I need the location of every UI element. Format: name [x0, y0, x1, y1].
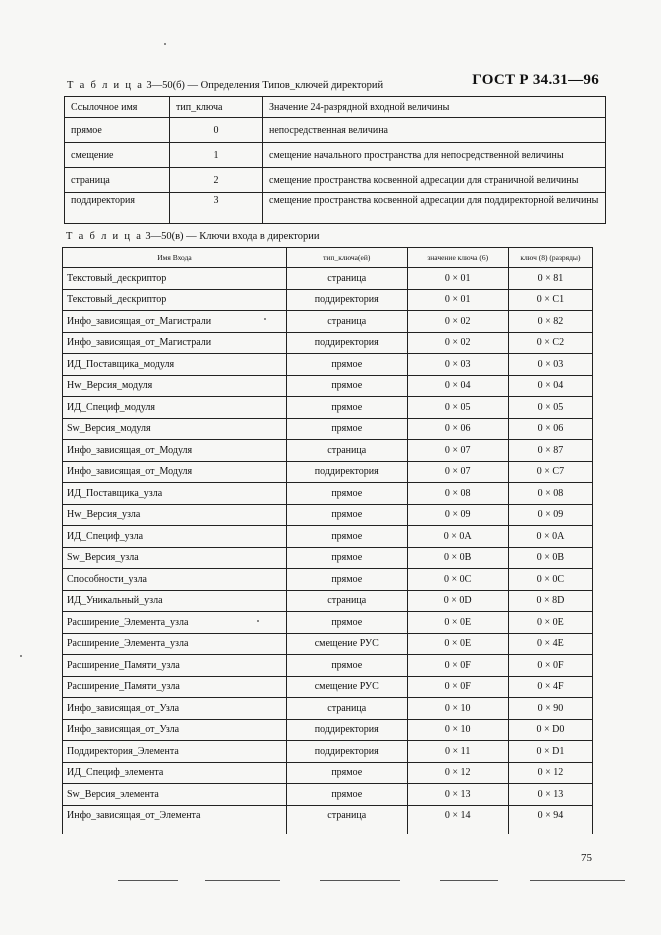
table-v-cell-key-bits: 0 × 0F [508, 655, 592, 677]
table-v-cell-key-bits: 0 × 81 [508, 268, 592, 290]
table-v-cell-key-type: прямое [286, 483, 407, 505]
table-v-cell-key-value: 0 × 04 [407, 375, 508, 397]
table-v-cell-key-type: прямое [286, 655, 407, 677]
scan-line [205, 880, 280, 881]
table-row [63, 375, 593, 397]
table-v-cell-key-type: поддиректория [286, 719, 407, 741]
table-v-cell-key-type: страница [286, 440, 407, 462]
table-v-cell-key-bits: 0 × D1 [508, 741, 592, 763]
scan-speck [164, 43, 166, 45]
table-b-header-row [65, 97, 606, 118]
table-row [63, 289, 593, 311]
table-v-cell-entry-name: Инфо_зависящая_от_Узла [63, 719, 287, 741]
table-v-cell-key-value: 0 × 11 [407, 741, 508, 763]
table-v-cell-entry-name: Sw_Версия_элемента [63, 784, 287, 806]
table-v-cell-key-type: страница [286, 698, 407, 720]
table-v-cell-entry-name: ИД_Уникальный_узла [63, 590, 287, 612]
table-row [65, 143, 606, 168]
table-v-cell-key-bits: 0 × C1 [508, 289, 592, 311]
table-v-caption [66, 231, 320, 242]
table-v-cell-key-bits: 0 × 13 [508, 784, 592, 806]
table-v-cell-key-bits: 0 × 0E [508, 612, 592, 634]
table-v-cell-key-bits: 0 × 4E [508, 633, 592, 655]
table-v-cell-entry-name: Инфо_зависящая_от_Модуля [63, 461, 287, 483]
table-v-cell-key-type: прямое [286, 612, 407, 634]
table-v-cell-key-type: поддиректория [286, 461, 407, 483]
table-b-cell-key-type: 1 [170, 143, 263, 168]
table-row [63, 397, 593, 419]
scan-speck [264, 318, 266, 320]
table-v-cell-key-bits: 0 × 12 [508, 762, 592, 784]
table-v-cell-key-type: прямое [286, 375, 407, 397]
table-v-cell-key-value: 0 × 01 [407, 268, 508, 290]
scan-line [530, 880, 625, 881]
table-v-cell-entry-name: Расширение_Памяти_узла [63, 655, 287, 677]
table-b-cell-value: смещение пространства косвенной адресации для страничной величины [263, 168, 606, 193]
table-b-caption [67, 80, 383, 91]
table-row [63, 354, 593, 376]
table-v-cell-key-value: 0 × 10 [407, 719, 508, 741]
table-v-cell-entry-name: Инфо_зависящая_от_Магистрали [63, 332, 287, 354]
table-v-cell-key-value: 0 × 0D [407, 590, 508, 612]
table-b-header-name: Ссылочное имя [65, 97, 170, 118]
table-v-cell-key-value: 0 × 0B [407, 547, 508, 569]
standard-code: ГОСТ Р 34.31—96 [472, 72, 599, 88]
table-v-cell-entry-name: ИД_Специф_узла [63, 526, 287, 548]
table-b-cell-name: прямое [65, 118, 170, 143]
table-v-cell-key-value: 0 × 0F [407, 676, 508, 698]
table-row [63, 762, 593, 784]
table-v-cell-key-type: страница [286, 311, 407, 333]
scan-line [440, 880, 498, 881]
table-row [63, 483, 593, 505]
table-v-cell-entry-name: ИД_Поставщика_модуля [63, 354, 287, 376]
table-v-header-key-types: тип_ключа(ей) [286, 248, 407, 268]
table-v-cell-key-value: 0 × 06 [407, 418, 508, 440]
table-b-caption-text: 3—50(б) — Определения Типов_ключей директорий [143, 80, 384, 91]
table-row [63, 332, 593, 354]
table-v-cell-key-bits: 0 × 0C [508, 569, 592, 591]
table-row [63, 569, 593, 591]
table-b-header-value: Значение 24-разрядной входной величины [263, 97, 606, 118]
table-v-cell-key-bits: 0 × 05 [508, 397, 592, 419]
table-v-cell-entry-name: ИД_Специф_модуля [63, 397, 287, 419]
table-v-cell-entry-name: Расширение_Элемента_узла [63, 633, 287, 655]
table-v-cell-entry-name: ИД_Специф_элемента [63, 762, 287, 784]
table-b-cell-key-type: 0 [170, 118, 263, 143]
table-row [63, 633, 593, 655]
table-v-cell-key-type: прямое [286, 418, 407, 440]
table-v-header-row [63, 248, 593, 268]
table-v-cell-key-value: 0 × 12 [407, 762, 508, 784]
table-row [63, 311, 593, 333]
table-row [65, 168, 606, 193]
table-b-cell-value: непосредственная величина [263, 118, 606, 143]
table-row [65, 118, 606, 143]
table-row [63, 612, 593, 634]
table-row [65, 193, 606, 224]
table-v-cell-key-type: прямое [286, 397, 407, 419]
table-b-cell-name: смещение [65, 143, 170, 168]
table-v-cell-key-bits: 0 × 0B [508, 547, 592, 569]
table-b-cell-key-type: 2 [170, 168, 263, 193]
table-v-cell-key-bits: 0 × C2 [508, 332, 592, 354]
table-v-cell-key-type: поддиректория [286, 332, 407, 354]
table-v-cell-key-value: 0 × 01 [407, 289, 508, 311]
table-v-cell-entry-name: Поддиректория_Элемента [63, 741, 287, 763]
table-v-cell-key-value: 0 × 0A [407, 526, 508, 548]
table-v-cell-key-type: прямое [286, 504, 407, 526]
table-b-cell-name: страница [65, 168, 170, 193]
table-v-cell-key-value: 0 × 02 [407, 332, 508, 354]
table-v-cell-key-bits: 0 × 4F [508, 676, 592, 698]
table-v-cell-key-type: прямое [286, 354, 407, 376]
table-v-cell-key-value: 0 × 0E [407, 633, 508, 655]
table-b-cell-name: поддиректория [65, 193, 170, 224]
table-v-cell-key-value: 0 × 07 [407, 440, 508, 462]
table-v-header-key-value: значение ключа (6) [407, 248, 508, 268]
table-row [63, 418, 593, 440]
scan-speck [20, 655, 22, 657]
table-v-cell-entry-name: Hw_Версия_модуля [63, 375, 287, 397]
directory-entry-keys-table [62, 247, 593, 834]
table-v-cell-entry-name: Инфо_зависящая_от_Узла [63, 698, 287, 720]
table-v-cell-key-value: 0 × 05 [407, 397, 508, 419]
table-row [63, 461, 593, 483]
table-v-cell-key-bits: 0 × 09 [508, 504, 592, 526]
table-row [63, 655, 593, 677]
table-v-header-entry-name: Имя Входа [63, 248, 287, 268]
table-v-cell-key-bits: 0 × 82 [508, 311, 592, 333]
table-v-caption-prefix: Т а б л и ц а [66, 231, 143, 242]
table-v-body [63, 268, 593, 834]
table-v-cell-entry-name: Текстовый_дескриптор [63, 268, 287, 290]
table-v-cell-key-type: поддиректория [286, 289, 407, 311]
table-v-cell-key-type: прямое [286, 569, 407, 591]
table-v-cell-key-bits: 0 × 08 [508, 483, 592, 505]
table-v-cell-key-value: 0 × 07 [407, 461, 508, 483]
scan-speck [257, 620, 259, 622]
table-v-cell-key-value: 0 × 13 [407, 784, 508, 806]
table-v-cell-key-type: прямое [286, 526, 407, 548]
table-v-cell-entry-name: ИД_Поставщика_узла [63, 483, 287, 505]
table-v-cell-key-value: 0 × 0E [407, 612, 508, 634]
table-row [63, 504, 593, 526]
table-row [63, 268, 593, 290]
table-v-cell-key-type: страница [286, 805, 407, 834]
table-v-cell-key-type: смещение РУС [286, 676, 407, 698]
table-v-cell-key-type: страница [286, 590, 407, 612]
table-v-cell-key-type: прямое [286, 762, 407, 784]
table-row [63, 526, 593, 548]
table-row [63, 440, 593, 462]
table-v-cell-key-type: смещение РУС [286, 633, 407, 655]
table-row [63, 590, 593, 612]
table-v-cell-entry-name: Способности_узла [63, 569, 287, 591]
page-number: 75 [581, 852, 592, 864]
table-b-cell-key-type: 3 [170, 193, 263, 224]
table-v-cell-key-bits: 0 × C7 [508, 461, 592, 483]
table-v-caption-text: 3—50(в) — Ключи входа в директории [142, 231, 320, 242]
table-v-cell-entry-name: Hw_Версия_узла [63, 504, 287, 526]
table-v-cell-entry-name: Sw_Версия_узла [63, 547, 287, 569]
table-v-cell-key-bits: 0 × 94 [508, 805, 592, 834]
key-type-definitions-table [64, 96, 606, 224]
table-v-cell-key-bits: 0 × 8D [508, 590, 592, 612]
table-v-cell-key-bits: 0 × 04 [508, 375, 592, 397]
table-v-cell-key-bits: 0 × D0 [508, 719, 592, 741]
scan-line [118, 880, 178, 881]
table-v-cell-key-bits: 0 × 06 [508, 418, 592, 440]
table-v-cell-key-bits: 0 × 87 [508, 440, 592, 462]
table-v-cell-key-type: прямое [286, 784, 407, 806]
table-v-cell-entry-name: Инфо_зависящая_от_Модуля [63, 440, 287, 462]
table-v-cell-key-type: прямое [286, 547, 407, 569]
table-row [63, 805, 593, 834]
table-b-cell-value: смещение пространства косвенной адресации для поддиректорной величины [263, 193, 606, 224]
scan-line [320, 880, 400, 881]
table-v-cell-key-value: 0 × 14 [407, 805, 508, 834]
table-v-cell-entry-name: Инфо_зависящая_от_Магистрали [63, 311, 287, 333]
table-row [63, 698, 593, 720]
table-row [63, 719, 593, 741]
table-b-header-key-type: тип_ключа [170, 97, 263, 118]
table-row [63, 547, 593, 569]
table-v-cell-entry-name: Текстовый_дескриптор [63, 289, 287, 311]
table-v-cell-entry-name: Sw_Версия_модуля [63, 418, 287, 440]
table-b-caption-prefix: Т а б л и ц а [67, 80, 144, 91]
table-v-cell-key-value: 0 × 02 [407, 311, 508, 333]
table-v-cell-entry-name: Расширение_Элемента_узла [63, 612, 287, 634]
table-v-cell-key-value: 0 × 08 [407, 483, 508, 505]
table-v-cell-key-bits: 0 × 0A [508, 526, 592, 548]
table-row [63, 784, 593, 806]
table-v-cell-key-bits: 0 × 90 [508, 698, 592, 720]
table-v-cell-entry-name: Расширение_Памяти_узла [63, 676, 287, 698]
table-v-cell-key-bits: 0 × 03 [508, 354, 592, 376]
table-v-cell-key-type: поддиректория [286, 741, 407, 763]
table-v-cell-key-type: страница [286, 268, 407, 290]
table-row [63, 676, 593, 698]
table-v-cell-key-value: 0 × 09 [407, 504, 508, 526]
table-v-cell-key-value: 0 × 03 [407, 354, 508, 376]
table-v-header-key-bits: ключ (8) (разряды) [508, 248, 592, 268]
table-v-cell-key-value: 0 × 10 [407, 698, 508, 720]
table-v-cell-entry-name: Инфо_зависящая_от_Элемента [63, 805, 287, 834]
table-row [63, 741, 593, 763]
table-v-cell-key-value: 0 × 0F [407, 655, 508, 677]
table-v-cell-key-value: 0 × 0C [407, 569, 508, 591]
table-b-cell-value: смещение начального пространства для непосредственной величины [263, 143, 606, 168]
